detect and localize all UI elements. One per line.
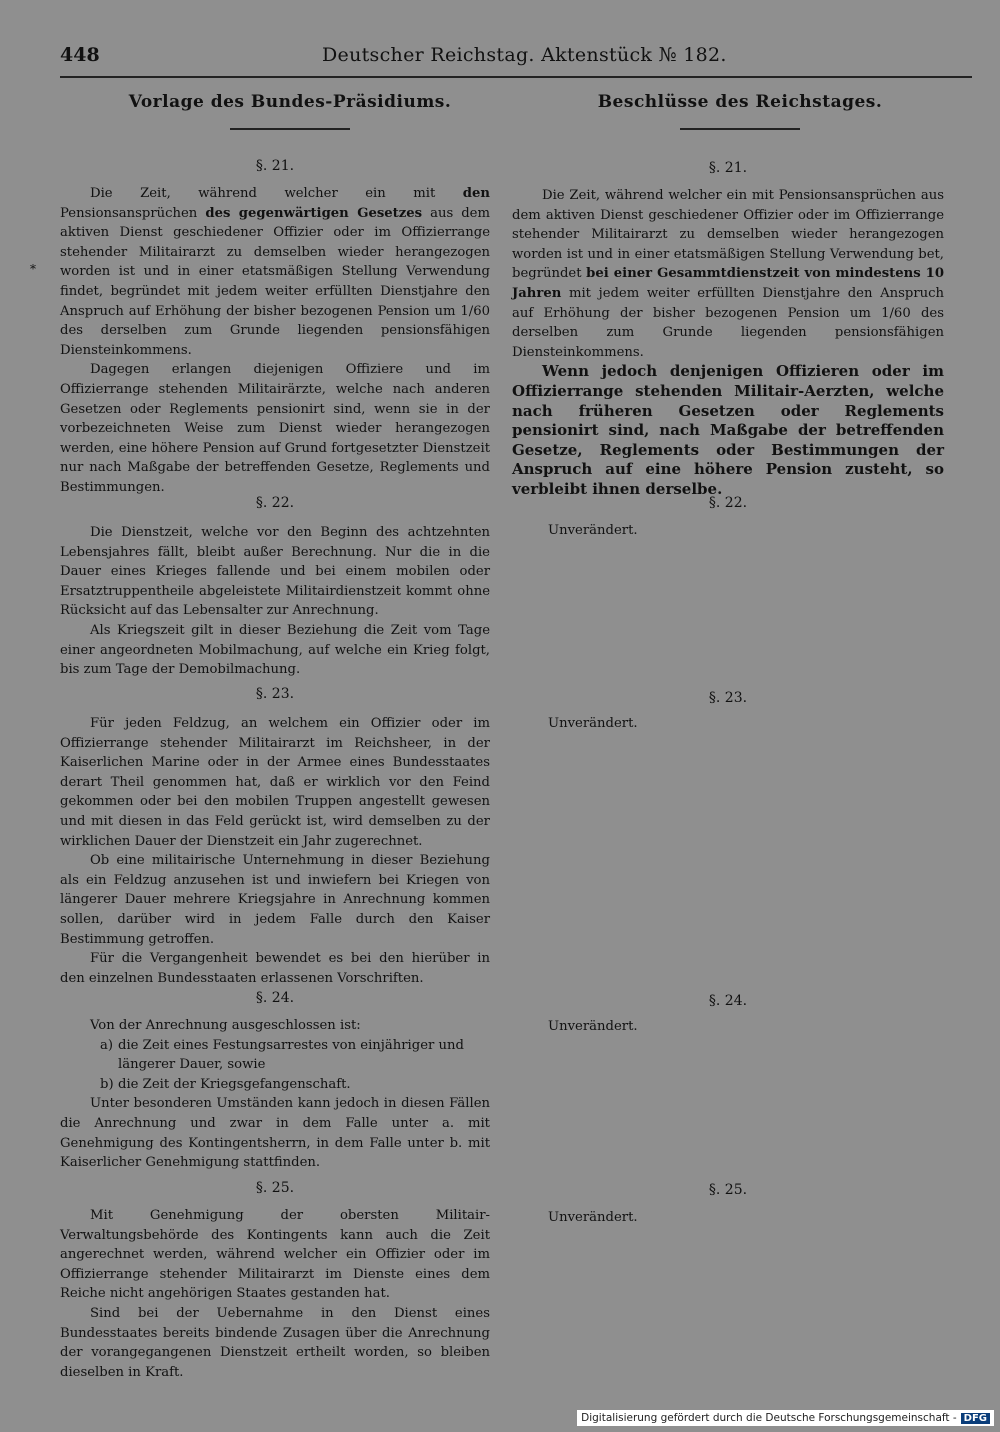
left-s24-paragraph-1: Von der Anrechnung ausgeschlossen ist:: [90, 1018, 361, 1033]
dfg-logo: DFG: [961, 1413, 990, 1424]
running-header: [60, 44, 960, 74]
left-section-25: [60, 1206, 490, 1382]
left-section-22: [60, 523, 490, 680]
left-s25-paragraph-2: Sind bei der Uebernahme in den Dienst eines Bundesstaates bereits bindende Zusagen über die Anrechnung der vorangegangenen Dienstzeit ertheilt worden, so bleiben dieselben in Kraft.: [60, 1305, 490, 1380]
left-section-21-heading: §. 21.: [255, 158, 295, 174]
left-section-23-heading: §. 23.: [255, 686, 295, 702]
left-s22-paragraph-1: Die Dienstzeit, welche vor den Beginn des achtzehnten Lebensjahres fällt, bleibt außer Berechnung. Nur die in die Dauer eines Krieges fallende und bei einem mobilen oder Ersatztruppentheile abgeleistete Militairdienstzeit kommt ohne Rücksicht auf das Lebensalter zur Anrechnung.: [60, 525, 490, 619]
footer-credit: [577, 1410, 994, 1426]
page-number: 448: [60, 44, 100, 66]
right-section-21-heading: §. 21.: [708, 160, 748, 176]
right-s21-paragraph-1: Die Zeit, während welcher ein mit Pensionsansprüchen aus dem aktiven Dienst geschiedener Offizier oder im Offizierrange stehender Militairarzt zu demselben wieder herangezogen worden ist und in einer etatsmäßigen Stellung Verwendung bet, begründet bei einer Gesammtdienstzeit von mindestens 10 Jahren mit jedem weiter erfüllten Dienstjahre den Anspruch auf Erhöhung der bisher bezogenen Pension um 1/60 des derselben zum Grunde liegenden pensionsfähigen Diensteinkommens.: [512, 188, 944, 360]
right-section-24-text: Unverändert.: [548, 1019, 638, 1034]
left-heading-rule: [230, 128, 350, 130]
left-section-24-heading: §. 24.: [255, 990, 295, 1006]
left-section-23: [60, 714, 490, 988]
left-section-21: [60, 184, 490, 498]
left-s23-paragraph-2: Ob eine militairische Unternehmung in dieser Beziehung als ein Feldzug anzusehen ist und inwiefern bei Kriegen von längerer Dauer mehrere Kriegsjahre in Anrechnung kommen sollen, darüber wird in jedem Falle durch den Kaiser Bestimmung getroffen.: [60, 853, 490, 947]
right-section-22-text: Unverändert.: [548, 523, 638, 538]
left-s25-paragraph-1: Mit Genehmigung der obersten Militair-Verwaltungsbehörde des Kontingents kann auch die Zeit angerechnet werden, während welcher ein Offizier oder im Offizierrange stehender Militairarzt im Dienste eines dem Reiche nicht angehörigen Staates gestanden hat.: [60, 1208, 490, 1302]
right-heading-rule: [680, 128, 800, 130]
left-column-heading: Vorlage des Bundes-Präsidiums.: [128, 92, 452, 112]
footer-text: Digitalisierung gefördert durch die Deutsche Forschungsgemeinschaft -: [581, 1412, 957, 1424]
right-section-23-heading: §. 23.: [708, 690, 748, 706]
right-section-25-text: Unverändert.: [548, 1210, 638, 1225]
left-section-22-heading: §. 22.: [255, 495, 295, 511]
left-s21-paragraph-1: Die Zeit, während welcher ein mit den Pensionsansprüchen des gegenwärtigen Gesetzes aus dem aktiven Dienst geschiedener Offizier oder im Offizierrange stehender Militairarzt zu demselben wieder herangezogen worden ist und in einer etatsmäßigen Stellung Verwendung findet, begründet mit jedem weiter erfüllten Dienstjahre den Anspruch auf Erhöhung der bisher bezogenen Pension um 1/60 des derselben zum Grunde liegenden pensionsfähigen Diensteinkommens.: [60, 186, 490, 358]
header-rule: [60, 76, 972, 78]
right-section-21: [512, 186, 944, 500]
left-s22-paragraph-2: Als Kriegszeit gilt in dieser Beziehung die Zeit vom Tage einer angeordneten Mobilmachung, auf welche ein Krieg folgt, bis zum Tage der Demobilmachung.: [60, 622, 490, 678]
right-column-heading: Beschlüsse des Reichstages.: [597, 92, 883, 112]
right-section-23-text: Unverändert.: [548, 716, 638, 731]
left-section-25-heading: §. 25.: [255, 1180, 295, 1196]
left-s21-paragraph-2: Dagegen erlangen diejenigen Offiziere und im Offizierrange stehenden Militairärzte, welche nach anderen Gesetzen oder Reglements pensionirt sind, wenn sie in der vorbezeichneten Weise zum Dienst wieder herangezogen werden, eine höhere Pension auf Grund fortgesetzter Dienstzeit nur nach Maßgabe der betreffenden Gesetze, Reglements und Bestimmungen.: [60, 362, 490, 495]
left-section-24: [60, 1016, 490, 1173]
left-s23-paragraph-1: Für jeden Feldzug, an welchem ein Offizier oder im Offizierrange stehender Militairarzt im Reichsheer, in der Kaiserlichen Marine oder in der Armee eines Bundesstaates derart Theil genommen hat, daß er wirklich vor den Feind gekommen oder bei den mobilen Truppen angestellt gewesen und mit diesen in das Feld gerückt ist, wird demselben zu der wirklichen Dauer der Dienstzeit ein Jahr zugerechnet.: [60, 716, 490, 849]
left-s24-list: [60, 1036, 490, 1095]
left-s24-paragraph-2: Unter besonderen Umständen kann jedoch in diesen Fällen die Anrechnung und zwar in dem Falle unter a. mit Genehmigung des Kontingentsherrn, in dem Falle unter b. mit Kaiserlicher Genehmigung stattfinden.: [60, 1096, 490, 1171]
list-item: a) die Zeit eines Festungsarrestes von einjähriger und längerer Dauer, sowie: [100, 1037, 464, 1073]
right-section-22-heading: §. 22.: [708, 495, 748, 511]
running-title: Deutscher Reichstag. Aktenstück № 182.: [322, 44, 727, 66]
right-s21-paragraph-2: Wenn jedoch denjenigen Offizieren oder im Offizierrange stehenden Militair-Aerzten, welche nach früheren Gesetzen oder Reglements pensionirt sind, nach Maßgabe der betreffenden Gesetze, Reglements oder Bestimmungen der Anspruch auf eine höhere Pension zusteht, so verbleibt ihnen derselbe.: [512, 362, 944, 498]
margin-mark: *: [30, 262, 36, 276]
right-section-25-heading: §. 25.: [708, 1182, 748, 1198]
left-s23-paragraph-3: Für die Vergangenheit bewendet es bei den hierüber in den einzelnen Bundesstaaten erlassenen Vorschriften.: [60, 951, 490, 986]
list-item: b) die Zeit der Kriegsgefangenschaft.: [100, 1076, 351, 1092]
right-section-24-heading: §. 24.: [708, 993, 748, 1009]
